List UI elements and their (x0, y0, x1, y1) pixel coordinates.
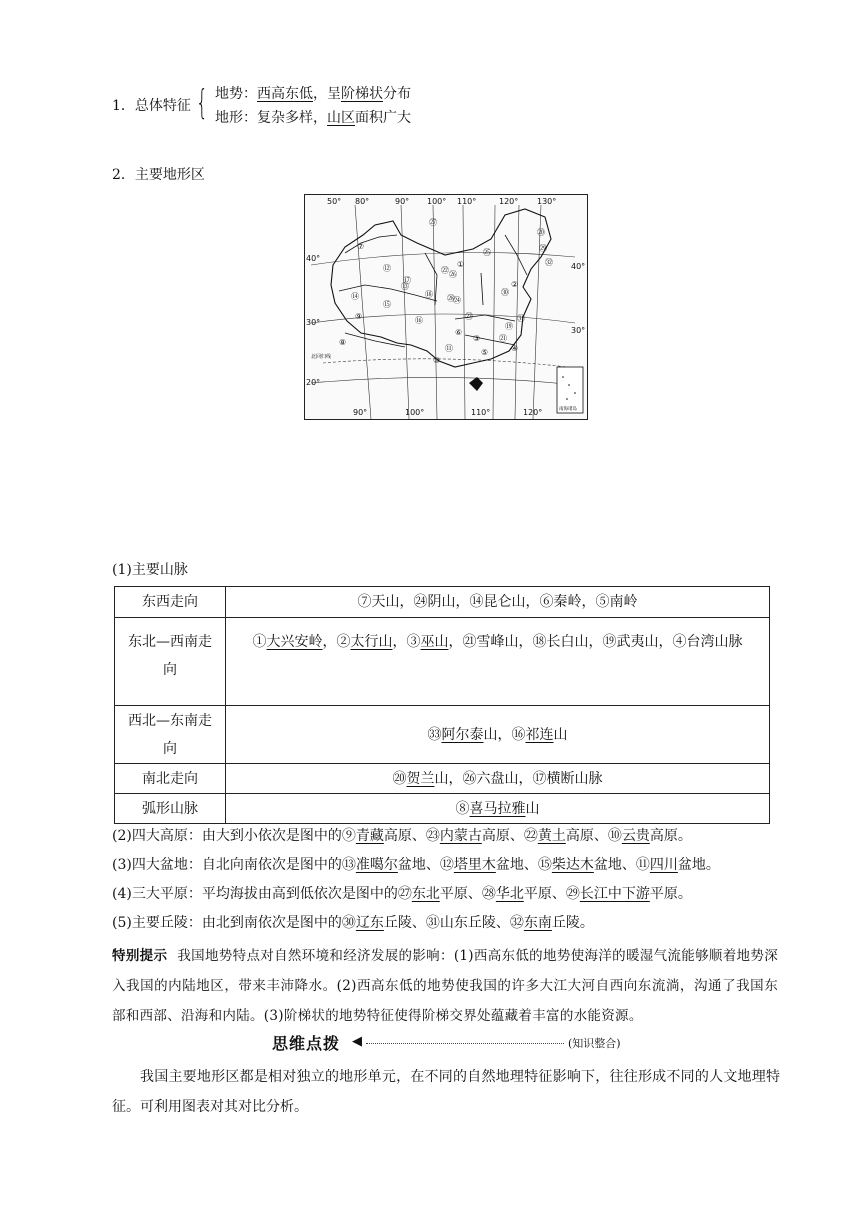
map-marker: ⑥ (455, 328, 463, 337)
answer-blank: 塔里木 (453, 857, 496, 873)
map-marker: ⑮ (383, 300, 391, 309)
longitude-label: 100° (405, 408, 425, 417)
map-marker: ⑳ (537, 228, 545, 237)
tip-title: 特别提示 (112, 948, 168, 964)
banner-tag: (知识整合) (568, 1037, 621, 1050)
answer-blank: 辽东 (355, 915, 384, 931)
text-segment: 山 (525, 800, 540, 817)
answer-blank: 太行山 (350, 634, 393, 650)
map-marker: ⑱ (425, 290, 433, 299)
mountains-cell (226, 706, 770, 764)
tropic-label: 北回归线 (311, 354, 332, 360)
longitude-label: 90° (395, 197, 410, 206)
longitude-label: 90° (353, 408, 368, 417)
latitude-label: 40° (571, 262, 586, 271)
text-segment: 盆地、⑪ (593, 857, 650, 873)
text-segment: 山，㉖六盘山，⑰横断山脉 (434, 770, 603, 787)
map-marker: ⑯ (415, 316, 423, 325)
text-segment: 高原、⑩ (565, 828, 622, 844)
map-marker: ⑪ (445, 344, 453, 353)
text-segment: (5)主要丘陵：由北到南依次是图中的㉚ (112, 915, 356, 931)
text-segment: (4)三大平原：平均海拔由高到低依次是图中的㉗ (112, 886, 412, 902)
answer-blank: 东北 (411, 886, 440, 902)
china-terrain-map (304, 194, 588, 420)
tip-text: 我国地势特点对自然环境和经济发展的影响：(1)西高东低的地势使海洋的暖湿气流能够顺着地势深入我国的内陆地区，带来丰沛降水。(2)西高东低的地势使我国的许多大江大河自西向东流淌，沟通了我国东部和西部、沿海和内陆。(3)阶梯状的地势特征使得阶梯交界处蕴藏着丰富的水能资源。 (112, 948, 779, 1024)
direction-cell: 东北—西南走向 (115, 618, 226, 706)
mountains-cell (226, 764, 770, 794)
text-segment: 盆地。 (677, 857, 720, 873)
section2-heading: 2．主要地形区 (112, 167, 205, 183)
text-segment: ⑧ (455, 800, 470, 817)
text-segment: ⑦天山，㉔阴山，⑭昆仑山，⑥秦岭，⑤南岭 (357, 594, 638, 610)
answer-blank: 巫山 (420, 634, 449, 650)
map-marker: ③ (473, 334, 481, 343)
longitude-label: 120° (499, 197, 519, 206)
answer-blank: 东南 (523, 915, 552, 931)
latitude-label: 20° (306, 378, 321, 387)
thinking-banner (272, 1031, 632, 1055)
map-svg (305, 195, 587, 419)
map-marker: ㉕ (483, 248, 491, 257)
map-marker: ㉛ (517, 314, 525, 323)
map-marker: ⑲ (505, 322, 513, 331)
banner-title: 思维点拨 (272, 1034, 341, 1053)
mountains-table (114, 586, 770, 824)
map-marker: ⑭ (351, 292, 359, 301)
map-marker: ⑩ (433, 356, 441, 365)
table-row (115, 587, 770, 618)
text-segment: 盆地、⑮ (495, 857, 552, 873)
answer-blank: 大兴安岭 (266, 634, 323, 650)
mountains-cell (226, 794, 770, 824)
latitude-label: 30° (571, 326, 586, 335)
map-marker: ② (511, 280, 519, 289)
terrain-trend-line: 地势：西高东低，呈阶梯状分布 (215, 86, 411, 102)
map-marker: ⑦ (357, 242, 365, 251)
answer-blank: 青藏 (355, 828, 384, 844)
answer-blank: 阿尔泰 (441, 726, 484, 743)
mountains-cell (226, 587, 770, 618)
map-marker: ㉓ (465, 312, 473, 321)
map-marker: ⑬ (401, 282, 409, 291)
brace: { (196, 83, 208, 123)
text-segment: (3)四大盆地：自北向南依次是图中的⑬ (112, 857, 356, 873)
text-segment: ① (252, 634, 267, 650)
text-segment: 平原。 (649, 886, 692, 902)
map-marker: ㉗ (429, 218, 437, 227)
map-marker: ㉘ (447, 294, 455, 303)
text-segment: ⑳ (392, 770, 407, 787)
direction-cell: 弧形山脉 (115, 794, 226, 824)
map-marker: ㉜ (545, 258, 553, 267)
text-segment: 高原、㉓ (383, 828, 440, 844)
map-marker: ⑨ (355, 312, 363, 321)
longitude-label: 80° (355, 197, 370, 206)
answer-blank: 华北 (495, 886, 524, 902)
text-segment: ，② (322, 634, 351, 650)
special-tip (112, 941, 778, 1031)
section1-heading: 1．总体特征 (112, 98, 191, 114)
answer-blank: 云贵 (621, 828, 650, 844)
text-segment: 平原、㉘ (439, 886, 496, 902)
text-segment: 盆地、⑫ (397, 857, 454, 873)
longitude-label: 110° (471, 408, 491, 417)
map-marker: ④ (511, 344, 519, 353)
map-marker: ㉒ (441, 266, 449, 275)
answer-blank: 祁连 (525, 726, 554, 743)
table-row (115, 794, 770, 824)
answer-blank: 柴达木 (551, 857, 594, 873)
longitude-label: 120° (523, 408, 543, 417)
answer-blank: 长江中下游 (579, 886, 650, 902)
answer-blank: 准噶尔 (355, 857, 398, 873)
direction-cell: 南北走向 (115, 764, 226, 794)
map-marker: ⑧ (339, 338, 347, 347)
map-marker: ㉚ (501, 288, 509, 297)
plains-line (112, 884, 692, 904)
plateaus-line (112, 826, 692, 846)
arrow-left-icon: ◀ (352, 1034, 362, 1049)
mountains-cell (226, 618, 770, 706)
longitude-label: 50° (327, 197, 342, 206)
map-marker: ⑰ (403, 276, 411, 285)
latitude-label: 30° (306, 318, 321, 327)
text-segment: ㉝ (427, 726, 442, 743)
text-segment: 丘陵、㉛山东丘陵、㉜ (383, 915, 524, 931)
answer-blank: 四川 (649, 857, 678, 873)
latitude-label: 40° (306, 254, 321, 263)
closing-paragraph: 我国主要地形区都是相对独立的地形单元，在不同的自然地理特征影响下，往往形成不同的人文地理特征。可利用图表对其对比分析。 (112, 1069, 780, 1115)
text-segment: 山 (553, 726, 568, 743)
table-row (115, 706, 770, 764)
dotted-leader (366, 1043, 564, 1044)
text-segment: ，㉑雪峰山，⑱长白山，⑲武夷山，④台湾山脉 (448, 634, 743, 650)
table-row (115, 618, 770, 706)
answer-blank: 黄土 (537, 828, 566, 844)
text-segment: (2)四大高原：由大到小依次是图中的⑨ (112, 828, 356, 844)
longitude-label: 110° (457, 197, 477, 206)
overall-features (112, 83, 532, 127)
text-segment: 高原。 (649, 828, 692, 844)
table-row (115, 764, 770, 794)
longitude-label: 130° (537, 197, 557, 206)
longitude-label: 100° (427, 197, 447, 206)
hills-line (112, 913, 594, 933)
map-marker: ㉔ (453, 296, 461, 305)
map-marker: ⑫ (383, 264, 391, 273)
answer-blank: 内蒙古 (439, 828, 482, 844)
map-marker: ㉑ (499, 334, 507, 343)
map-marker: ㉖ (449, 270, 457, 279)
text-segment: 平原、㉙ (523, 886, 580, 902)
basins-line (112, 855, 720, 875)
map-marker: ㉙ (539, 244, 547, 253)
text-segment: ，③ (392, 634, 421, 650)
inset-label: 南海诸岛 (559, 407, 577, 412)
mountains-heading: (1)主要山脉 (112, 562, 188, 578)
map-marker: ① (457, 260, 465, 269)
text-segment: 高原、㉒ (481, 828, 538, 844)
answer-blank: 喜马拉雅 (469, 800, 526, 817)
map-marker: ⑤ (481, 348, 489, 357)
direction-cell: 西北—东南走向 (115, 706, 226, 764)
landform-line: 地形：复杂多样，山区面积广大 (215, 110, 411, 126)
answer-blank: 贺兰 (406, 770, 435, 787)
text-segment: 山，⑯ (483, 726, 526, 743)
direction-cell: 东西走向 (115, 587, 226, 618)
text-segment: 丘陵。 (551, 915, 594, 931)
